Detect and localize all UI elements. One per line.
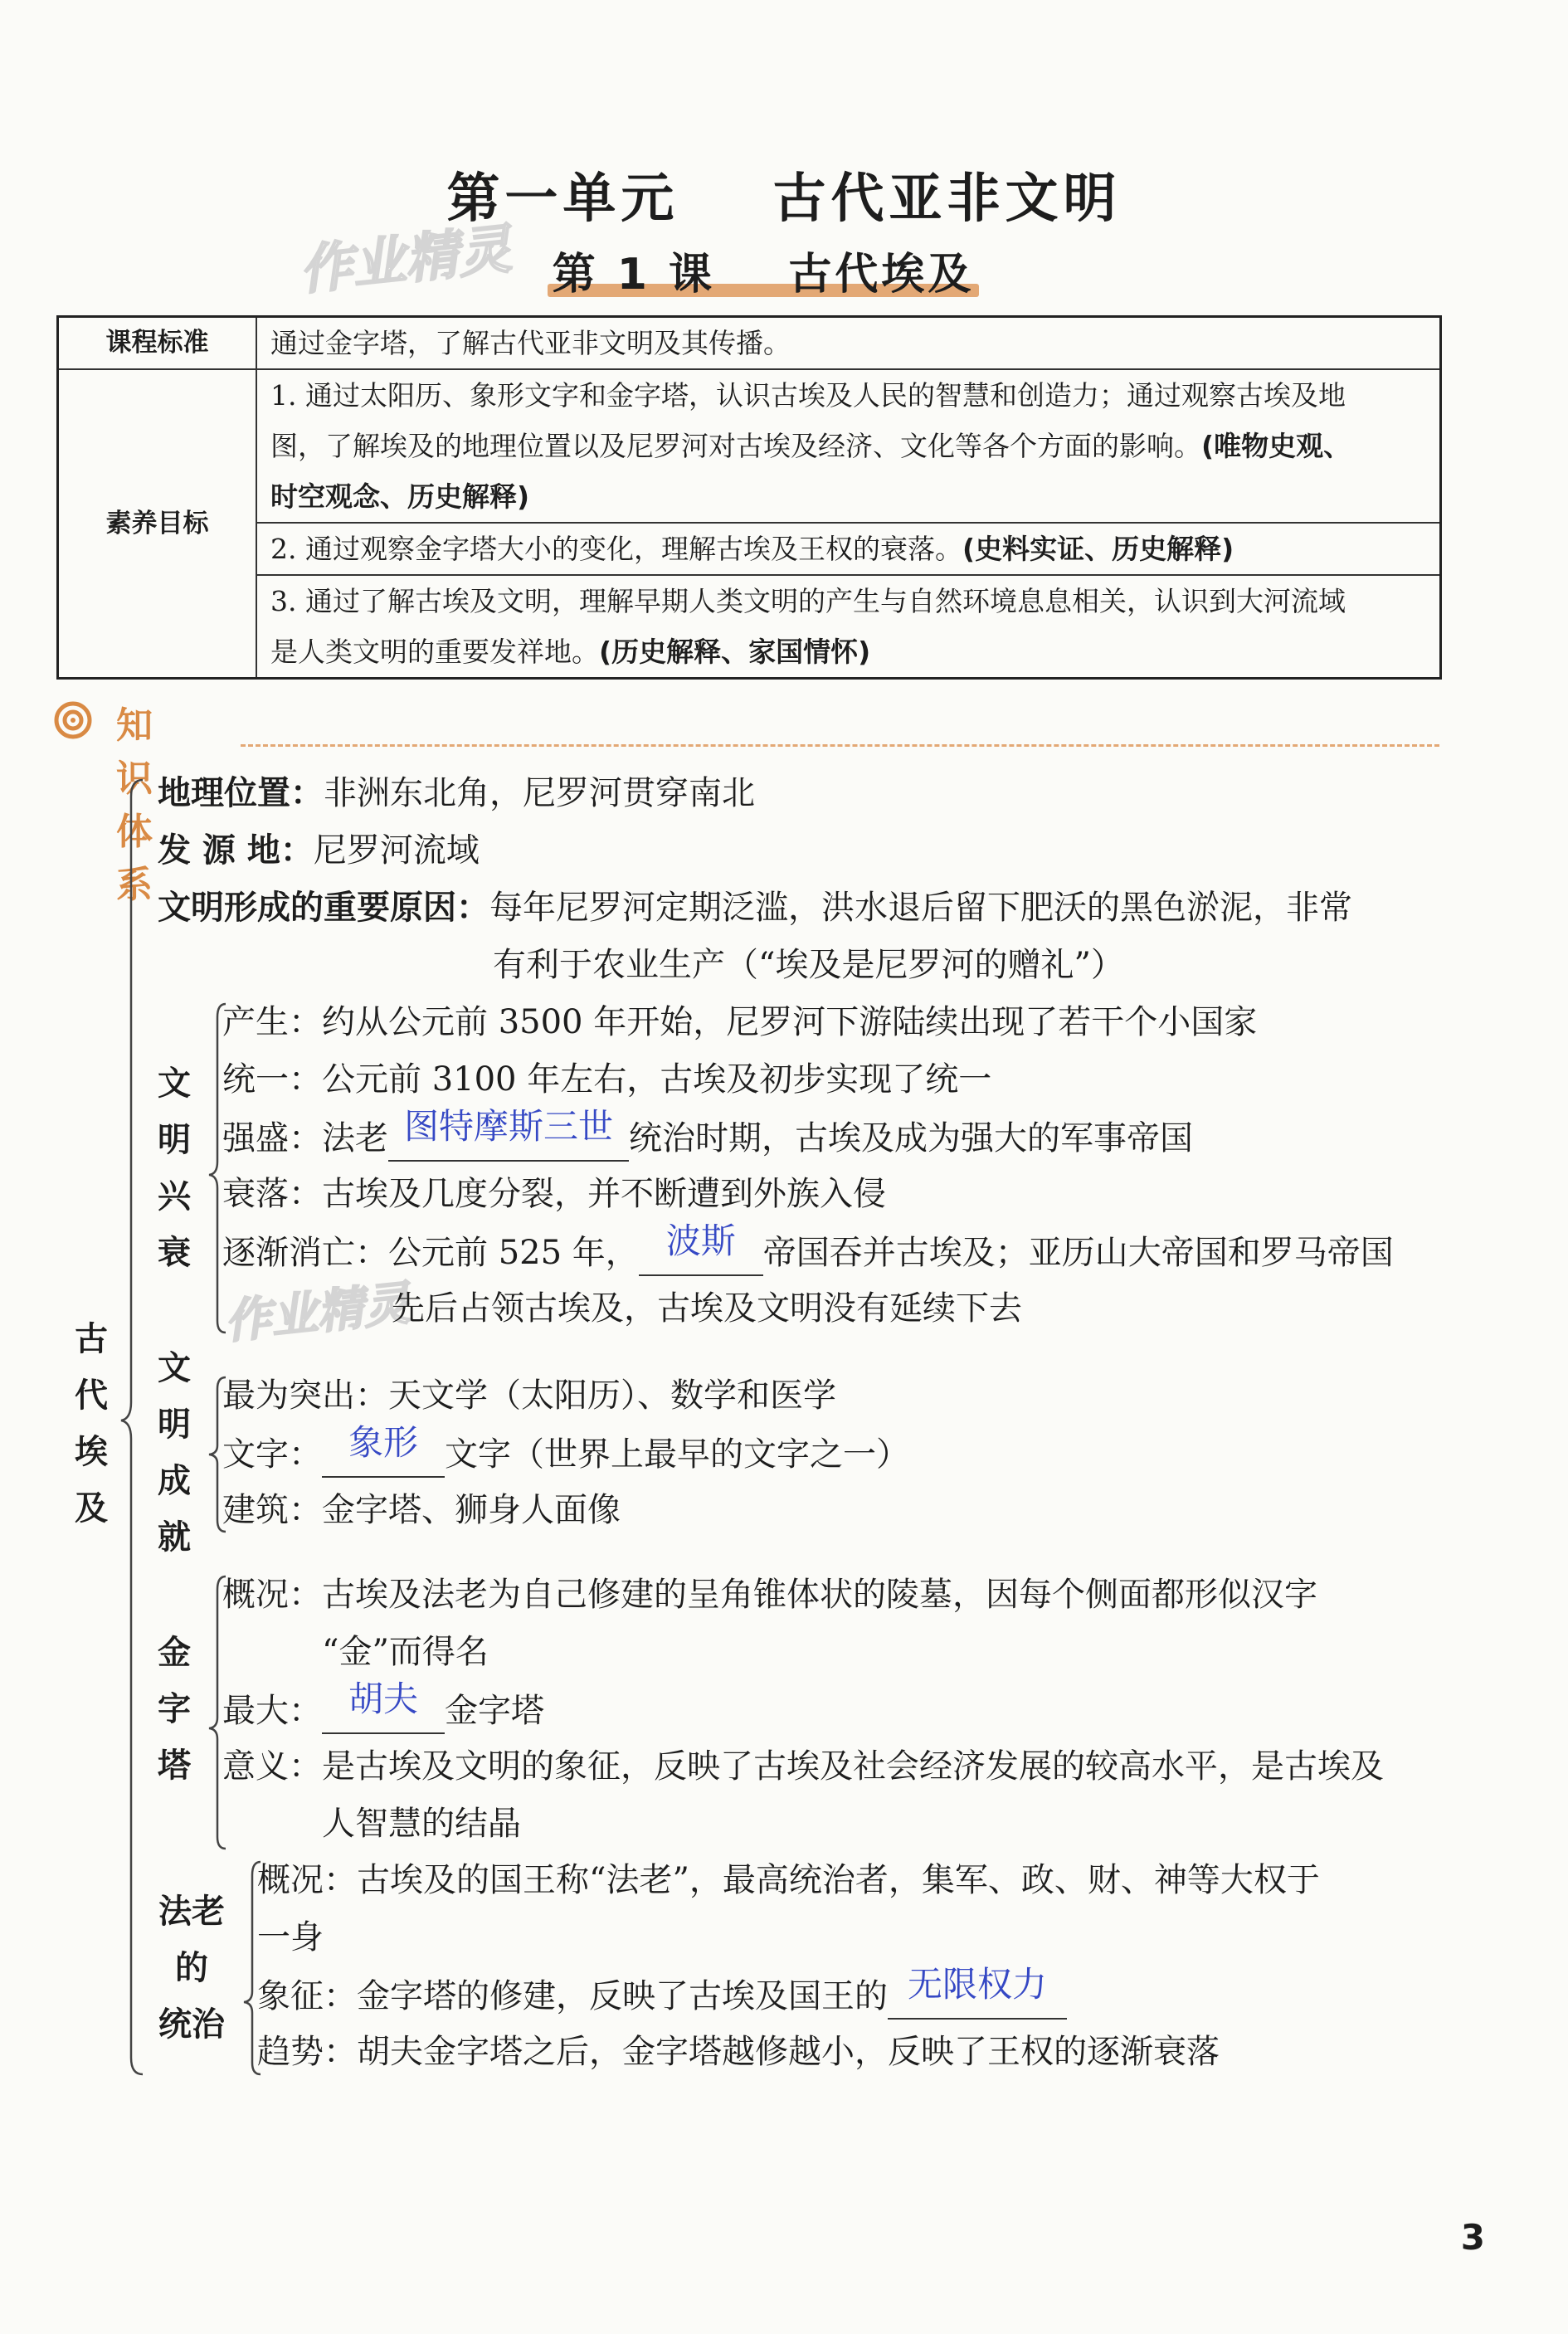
page-number: 3 [1460,2217,1485,2258]
pyramid-label: 金 字 塔 [158,1634,191,1785]
goal-3-line-1: 3. 通过了解古埃及文明，理解早期人类文明的产生与自然环境息息相关，认识到大河流域 [270,585,1346,617]
rise-5: 逐渐消亡：公元前 525 年， 波斯 帝国吞并古埃及；亚历山大帝国和罗马帝国 [222,1228,1394,1276]
rise-3: 强盛：法老 图特摩斯三世 统治时期，古埃及成为强大的军事帝国 [222,1113,1193,1162]
rise-1: 产生：约从公元前 3500 年开始，尼罗河下游陆续出现了若干个小国家 [222,1003,1258,1041]
brace-rise [209,1004,226,1333]
root-label: 古 代 埃 及 [75,1320,108,1528]
answer-blank: 波斯 [639,1228,763,1276]
geo-line: 地理位置：非洲东北角，尼罗河贯穿南北 [158,774,755,812]
watermark: 作业精灵 [222,1276,413,1350]
pha-2: 一身 [257,1918,324,1956]
literacy-goal-label: 素养目标 [58,369,257,679]
origin-line: 发 源 地：尼罗河流域 [158,831,480,870]
goal-3-line-2: 是人类文明的重要发祥地。(历史解释、家国情怀) [270,636,871,668]
pyr-1: 概况：古埃及法老为自己修建的呈角锥体状的陵墓，因每个侧面都形似汉字 [222,1576,1317,1614]
brace-root [121,780,143,2074]
achievement-label: 文 明 成 就 [158,1349,191,1557]
pha-3: 象征：金字塔的修建，反映了古埃及国王的 无限权力 [257,1971,1067,2020]
goal-1-line-2: 图，了解埃及的地理位置以及尼罗河对古埃及经济、文化等各个方面的影响。(唯物史观、 [270,430,1351,462]
rise-4: 衰落：古埃及几度分裂，并不断遭到外族入侵 [222,1175,886,1213]
pyr-2: “金”而得名 [322,1633,489,1671]
ach-2: 文字： 象形 文字（世界上最早的文字之一） [222,1430,909,1478]
unit-title: 第一单元 古代亚非文明 [446,168,1122,230]
rise-6: 先后占领古埃及，古埃及文明没有延续下去 [392,1289,1022,1328]
goal-1-line-3: 时空观念、历史解释) [270,480,530,513]
course-standard-label: 课程标准 [58,317,257,370]
reason-line: 文明形成的重要原因：每年尼罗河定期泛滥，洪水退后留下肥沃的黑色淤泥，非常 [158,889,1352,927]
pyr-3: 最大： 胡夫 金字塔 [222,1686,544,1734]
course-standard-text: 通过金字塔，了解古代亚非文明及其传播。 [256,317,1441,370]
ach-3: 建筑：金字塔、狮身人面像 [222,1491,621,1529]
ach-1: 最为突出：天文学（太阳历）、数学和医学 [222,1377,836,1415]
section-title: 知识体系 [116,704,153,906]
pha-4: 趋势：胡夫金字塔之后，金字塔越修越小，反映了王权的逐渐衰落 [257,2033,1220,2071]
goal-2: 2. 通过观察金字塔大小的变化，理解古埃及王权的衰落。(史料实证、历史解释) [256,523,1441,575]
pharaoh-label: 法老 的 统治 [158,1893,225,2044]
pyr-4: 意义：是古埃及文明的象征，反映了古埃及社会经济发展的较高水平，是古埃及 [222,1747,1384,1786]
pyr-5: 人智慧的结晶 [322,1805,521,1843]
watermark: 作业精灵 [296,218,514,303]
rise-2: 统一：公元前 3100 年左右，古埃及初步实现了统一 [222,1060,992,1099]
rise-fall-label: 文 明 兴 衰 [158,1065,191,1272]
lesson-title: 第 1 课 古代埃及 [552,250,975,300]
answer-blank: 图特摩斯三世 [388,1113,629,1162]
reason-line-2: 有利于农业生产（“埃及是尼罗河的赠礼”） [493,946,1124,984]
answer-blank: 胡夫 [322,1686,445,1734]
goal-1-line-1: 1. 通过太阳历、象形文字和金字塔，认识古埃及人民的智慧和创造力；通过观察古埃及地 [270,379,1346,412]
answer-blank: 象形 [322,1430,445,1478]
answer-blank: 无限权力 [888,1971,1067,2020]
pha-1: 概况：古埃及的国王称“法老”，最高统治者，集军、政、财、神等大权于 [257,1861,1320,1899]
